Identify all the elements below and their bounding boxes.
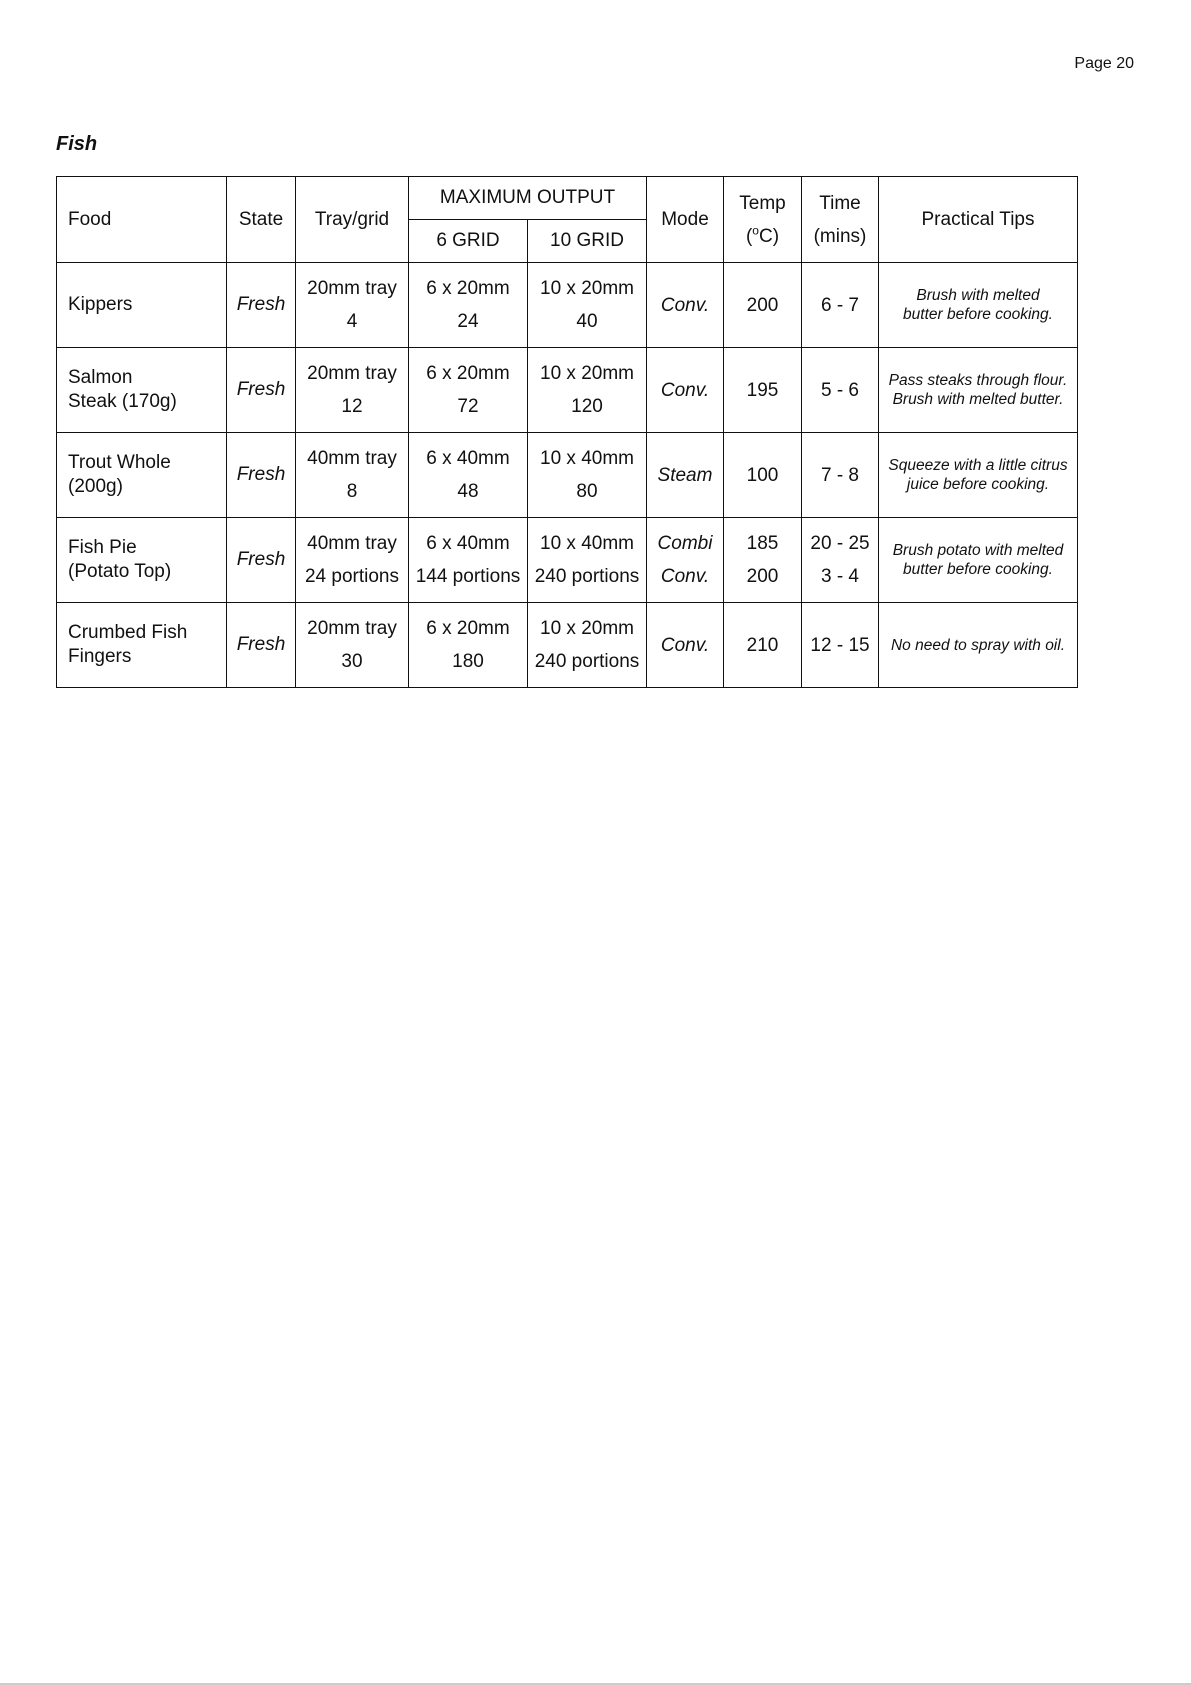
cell-food-line: Steak (170g) <box>68 391 177 412</box>
table-row <box>57 348 1078 433</box>
cell-time <box>802 348 879 433</box>
cell-food-line: (200g) <box>68 476 123 497</box>
cell-tray-grid <box>296 603 409 688</box>
table-row <box>57 518 1078 603</box>
cell-state: Fresh <box>227 433 296 518</box>
cell-practical-tips-line: Brush potato with melted <box>892 542 1064 559</box>
cell-6-grid-line: 72 <box>457 396 479 417</box>
cell-10-grid-line: 10 x 20mm <box>540 363 634 384</box>
cell-10-grid-line: 240 portions <box>534 651 640 672</box>
cell-practical-tips <box>879 263 1078 348</box>
cell-time-line: 12 - 15 <box>810 634 870 656</box>
cell-time <box>802 433 879 518</box>
cell-temp <box>724 348 802 433</box>
cell-tray-grid-line: 20mm tray <box>307 363 397 384</box>
cell-6-grid-line: 6 x 40mm <box>426 448 510 469</box>
cell-state: Fresh <box>227 518 296 603</box>
cell-temp-line: 195 <box>746 379 779 401</box>
cell-time-line: 7 - 8 <box>820 464 860 486</box>
cell-practical-tips-line: Pass steaks through flour. <box>888 372 1068 389</box>
cell-food <box>57 263 227 348</box>
cell-6-grid <box>409 603 528 688</box>
cell-6-grid <box>409 348 528 433</box>
cell-food-line: Trout Whole <box>68 452 171 473</box>
header-time <box>802 177 879 263</box>
cell-10-grid <box>528 433 647 518</box>
cell-food-line: Kippers <box>68 294 133 315</box>
cell-food <box>57 603 227 688</box>
cell-time-line: 20 - 25 <box>810 533 870 554</box>
cell-6-grid <box>409 518 528 603</box>
cell-practical-tips-line: Brush with melted butter. <box>892 391 1064 408</box>
cell-10-grid <box>528 348 647 433</box>
cell-6-grid-line: 6 x 40mm <box>426 533 510 554</box>
cell-tray-grid-line: 20mm tray <box>307 278 397 299</box>
cell-6-grid-line: 6 x 20mm <box>426 278 510 299</box>
cell-time-line: 5 - 6 <box>820 379 860 401</box>
cell-10-grid-line: 240 portions <box>534 566 640 587</box>
cell-10-grid-line: 10 x 40mm <box>540 533 634 554</box>
cell-food-line: Salmon <box>68 367 133 388</box>
cell-mode <box>647 263 724 348</box>
cell-practical-tips <box>879 603 1078 688</box>
cell-practical-tips-line: butter before cooking. <box>903 561 1053 578</box>
cell-state: Fresh <box>227 263 296 348</box>
table-row <box>57 603 1078 688</box>
cell-temp <box>724 518 802 603</box>
cell-tray-grid-line: 40mm tray <box>307 533 397 554</box>
header-temp-label: Temp <box>739 192 786 214</box>
cell-mode-line: Steam <box>657 464 713 486</box>
cell-10-grid <box>528 518 647 603</box>
degree-symbol: o <box>752 223 759 238</box>
cell-tray-grid-line: 40mm tray <box>307 448 397 469</box>
cell-food <box>57 433 227 518</box>
cell-time-line: 3 - 4 <box>820 566 860 587</box>
header-practical-tips: Practical Tips <box>879 177 1078 263</box>
header-time-unit: (mins) <box>813 225 867 247</box>
table-row <box>57 433 1078 518</box>
cell-practical-tips-line: juice before cooking. <box>906 476 1050 493</box>
page-number: Page 20 <box>1074 55 1134 72</box>
cell-6-grid <box>409 433 528 518</box>
cell-tray-grid-line: 4 <box>346 311 358 332</box>
cell-6-grid-line: 48 <box>457 481 479 502</box>
cell-10-grid-line: 40 <box>576 311 598 332</box>
header-mode: Mode <box>647 177 724 263</box>
cell-6-grid-line: 24 <box>457 311 479 332</box>
cell-state: Fresh <box>227 348 296 433</box>
cell-10-grid <box>528 263 647 348</box>
cell-10-grid <box>528 603 647 688</box>
header-time-label: Time <box>819 192 861 214</box>
cell-tray-grid <box>296 263 409 348</box>
cell-tray-grid <box>296 433 409 518</box>
cell-food <box>57 518 227 603</box>
cell-mode-line: Conv. <box>660 634 710 656</box>
table-body <box>57 263 1078 688</box>
cell-mode <box>647 603 724 688</box>
cell-tray-grid-line: 12 <box>341 396 363 417</box>
cell-temp-line: 185 <box>746 533 779 554</box>
cell-practical-tips <box>879 433 1078 518</box>
cell-mode-line: Conv. <box>660 566 710 587</box>
cell-food-line: (Potato Top) <box>68 561 172 582</box>
cell-temp <box>724 603 802 688</box>
header-10-grid: 10 GRID <box>528 220 647 263</box>
cell-mode <box>647 348 724 433</box>
cell-10-grid-line: 80 <box>576 481 598 502</box>
cell-10-grid-line: 120 <box>571 396 603 417</box>
cell-practical-tips-line: Brush with melted <box>916 287 1040 304</box>
header-state: State <box>227 177 296 263</box>
cell-tray-grid-line: 30 <box>341 651 363 672</box>
header-row <box>57 177 1078 220</box>
cell-tray-grid-line: 8 <box>346 481 358 502</box>
cell-mode-line: Conv. <box>660 379 710 401</box>
cell-6-grid-line: 6 x 20mm <box>426 618 510 639</box>
cell-practical-tips-line: No need to spray with oil. <box>890 636 1066 654</box>
section-title: Fish <box>56 133 98 155</box>
cell-time-line: 6 - 7 <box>820 294 860 316</box>
header-tray-grid: Tray/grid <box>296 177 409 263</box>
header-temp <box>724 177 802 263</box>
cell-temp-line: 200 <box>746 566 779 587</box>
cell-temp <box>724 433 802 518</box>
header-maximum-output: MAXIMUM OUTPUT <box>409 177 647 220</box>
cell-temp <box>724 263 802 348</box>
cell-food-line: Fingers <box>68 646 132 667</box>
cell-10-grid-line: 10 x 20mm <box>540 618 634 639</box>
cell-temp-line: 210 <box>746 634 779 656</box>
cell-mode-line: Conv. <box>660 294 710 316</box>
cell-mode-line: Combi <box>657 533 713 554</box>
cell-tray-grid-line: 20mm tray <box>307 618 397 639</box>
cell-food <box>57 348 227 433</box>
header-6-grid: 6 GRID <box>409 220 528 263</box>
cell-6-grid-line: 180 <box>452 651 484 672</box>
cell-food-line: Fish Pie <box>68 537 137 558</box>
cell-practical-tips <box>879 518 1078 603</box>
cell-6-grid-line: 6 x 20mm <box>426 363 510 384</box>
cell-practical-tips-line: butter before cooking. <box>903 306 1053 323</box>
cell-state: Fresh <box>227 603 296 688</box>
cell-6-grid-line: 144 portions <box>415 566 521 587</box>
cell-tray-grid-line: 24 portions <box>304 566 399 587</box>
fish-cooking-table <box>56 176 1078 688</box>
cell-temp-line: 200 <box>746 294 779 316</box>
header-food: Food <box>57 177 227 263</box>
cell-mode <box>647 433 724 518</box>
cell-6-grid <box>409 263 528 348</box>
cell-food-line: Crumbed Fish <box>68 622 188 643</box>
cell-temp-line: 100 <box>746 464 779 486</box>
header-temp-unit: ($^o$C) <box>745 223 780 247</box>
cell-time <box>802 603 879 688</box>
cell-10-grid-line: 10 x 40mm <box>540 448 634 469</box>
cell-mode <box>647 518 724 603</box>
cell-time <box>802 518 879 603</box>
cell-practical-tips <box>879 348 1078 433</box>
cell-practical-tips-line: Squeeze with a little citrus <box>888 457 1068 474</box>
cell-tray-grid <box>296 348 409 433</box>
cell-time <box>802 263 879 348</box>
table-row <box>57 263 1078 348</box>
cell-10-grid-line: 10 x 20mm <box>540 278 634 299</box>
cell-tray-grid <box>296 518 409 603</box>
